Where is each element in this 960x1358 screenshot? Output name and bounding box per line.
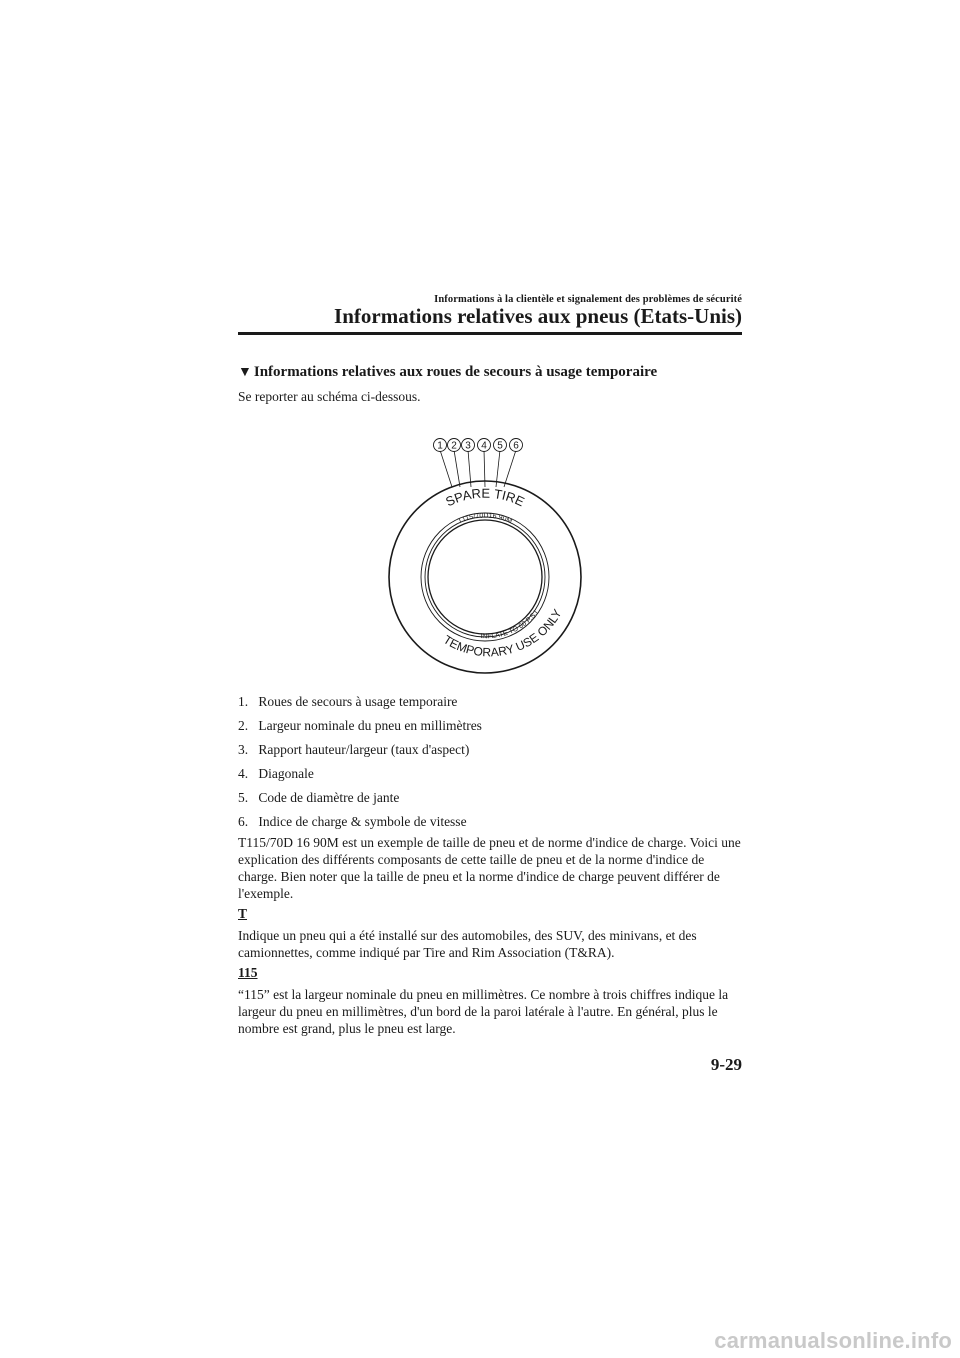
subheading-115: 115 xyxy=(238,965,258,980)
watermark: carmanualsonline.info xyxy=(714,1328,952,1353)
triangle-marker-icon: ▼ xyxy=(238,365,252,380)
callout-label-4: 4 xyxy=(481,440,487,452)
inflate-label: INFLATE TO 60 P.S.I xyxy=(480,609,540,641)
callout-label-1: 1 xyxy=(437,440,443,452)
chapter-header: Informations à la clientèle et signalement des problèmes de sécurité xyxy=(434,294,742,305)
list-item-number: 3. xyxy=(238,742,249,757)
temporary-use-label: TEMPORARY USE ONLY xyxy=(440,606,565,660)
header-divider xyxy=(238,332,742,335)
callout-label-2: 2 xyxy=(451,440,457,452)
list-item-number: 6. xyxy=(238,814,249,829)
width-explanation: “115” est la largeur nominale du pneu en millimètres. Ce nombre à trois chiffres indique la largeur du pneu en millimètres, d'un bord de la paroi latérale à l'autre. En général, plus le nombre est grand, plus le pneu est large. xyxy=(238,987,729,1036)
list-item xyxy=(238,790,482,814)
list-item xyxy=(238,694,482,718)
list-item-number: 2. xyxy=(238,718,249,733)
t-explanation: Indique un pneu qui a été installé sur des automobiles, des SUV, des minivans, et des camionnettes, comme indiqué par Tire and Rim Association (T&RA). xyxy=(238,928,697,960)
list-item-text: Indice de charge & symbole de vitesse xyxy=(258,814,467,829)
section-heading xyxy=(238,364,657,381)
callout-label-3: 3 xyxy=(465,440,471,452)
list-item-text: Largeur nominale du pneu en millimètres xyxy=(258,718,482,733)
page-number: 9-29 xyxy=(710,1055,742,1074)
legend-list xyxy=(238,694,482,838)
callouts xyxy=(434,439,523,452)
spare-tire-label: SPARE TIRE xyxy=(443,485,527,510)
tire-outline xyxy=(389,481,581,673)
list-item xyxy=(238,766,482,790)
list-item-text: Rapport hauteur/largeur (taux d'aspect) xyxy=(258,742,470,757)
list-item-number: 5. xyxy=(238,790,249,805)
subheading-t: T xyxy=(238,906,248,921)
page-title: Informations relatives aux pneus (Etats-Unis) xyxy=(334,304,742,328)
callout-label-6: 6 xyxy=(513,440,519,452)
list-item-text: Diagonale xyxy=(258,766,314,781)
callout-label-5: 5 xyxy=(497,440,503,452)
tire-size-explanation: T115/70D 16 90M est un exemple de taille de pneu et de norme d'indice de charge. Voici une explication des différents composants de cette taille de pneu et de la norme d'indice de charge. Bien noter que la taille de pneu et la norme d'indice de charge peuvent différer de l'exemple. xyxy=(238,835,741,901)
list-item xyxy=(238,742,482,766)
spare-tire-diagram xyxy=(380,425,590,677)
tire-size-code: T115/70D16 90M xyxy=(456,512,514,526)
list-item-text: Roues de secours à usage temporaire xyxy=(258,694,458,709)
section-heading-text: Informations relatives aux roues de secours à usage temporaire xyxy=(253,364,658,380)
list-item-number: 1. xyxy=(238,694,249,709)
list-item xyxy=(238,718,482,742)
intro-text: Se reporter au schéma ci-dessous. xyxy=(238,389,421,404)
list-item-text: Code de diamètre de jante xyxy=(258,790,400,805)
list-item-number: 4. xyxy=(238,766,249,781)
